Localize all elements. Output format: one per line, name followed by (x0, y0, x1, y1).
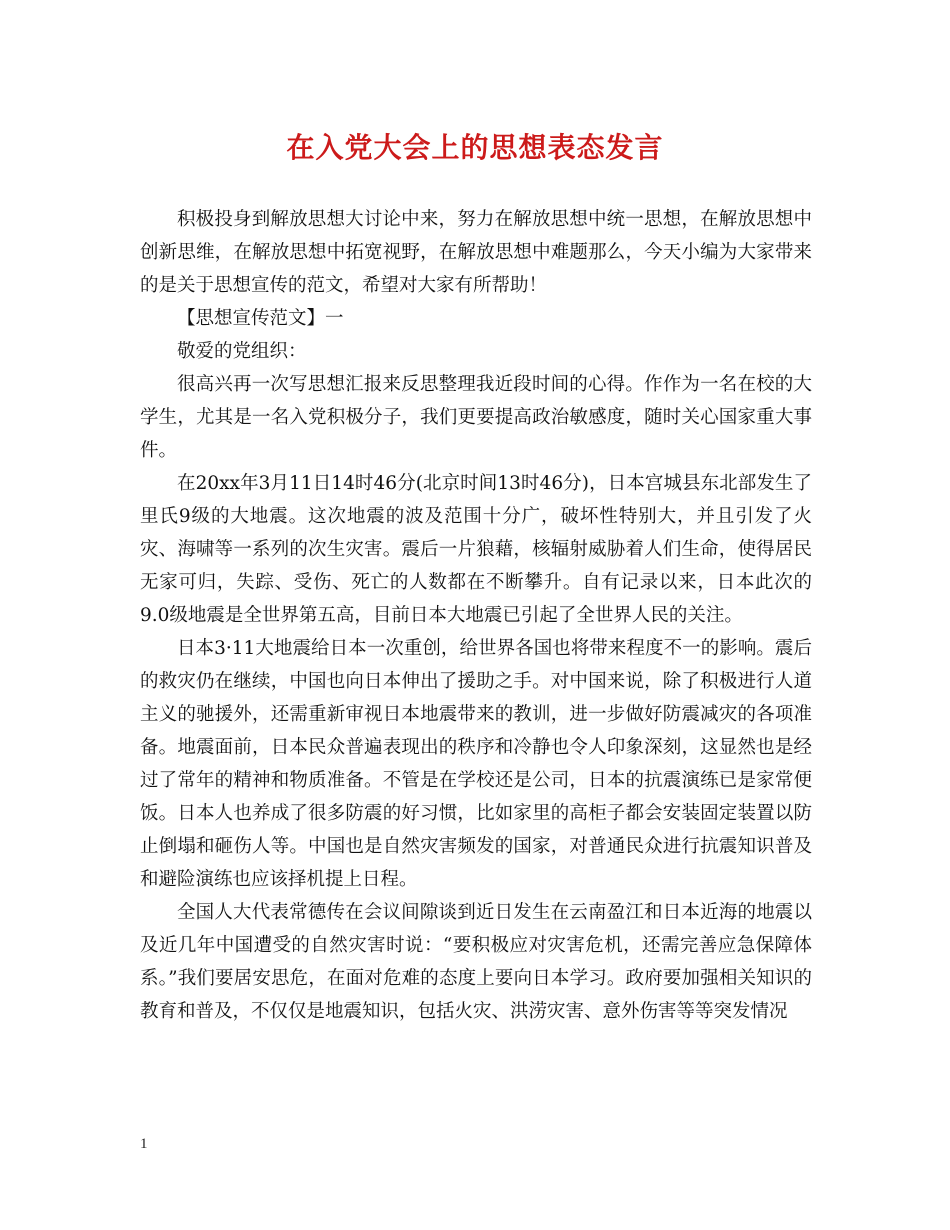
paragraph-body-4: 全国人大代表常德传在会议间隙谈到近日发生在云南盈江和日本近海的地震以及近几年中国遭受的自然灾害时说：“要积极应对灾害危机，还需完善应急保障体系。”我们要居安思危，在面对危难的态度上要向日本学习。政府要加强相关知识的教育和普及，不仅仅是地震知识，包括火灾、洪涝灾害、意外伤害等等突发情况 (140, 902, 812, 1022)
paragraph-body-2: 在20xx年3月11日14时46分(北京时间13时46分)，日本宫城县东北部发生了里氏9级的大地震。这次地震的波及范围十分广，破坏性特别大，并且引发了火灾、海啸等一系列的次生灾害。震后一片狼藉，核辐射威胁着人们生命，使得居民无家可归，失踪、受伤、死亡的人数都在不断攀升。自有记录以来，日本此次的9.0级地震是全世界第五高，目前日本大地震已引起了全世界人民的关注。 (140, 473, 812, 626)
paragraph-body-3: 日本3·11大地震给日本一次重创，给世界各国也将带来程度不一的影响。震后的救灾仍在继续，中国也向日本伸出了援助之手。对中国来说，除了积极进行人道主义的驰援外，还需重新审视日本地震带来的教训，进一步做好防震减灾的各项准备。地震面前，日本民众普遍表现出的秩序和冷静也令人印象深刻，这显然也是经过了常年的精神和物质准备。不管是在学校还是公司，日本的抗震演练已是家常便饭。日本人也养成了很多防震的好习惯，比如家里的高柜子都会安装固定装置以防止倒塌和砸伤人等。中国也是自然灾害频发的国家，对普通民众进行抗震知识普及和避险演练也应该择机提上日程。 (140, 638, 812, 890)
paragraph-salutation: 敬爱的党组织： (177, 341, 307, 362)
page-number: 1 (140, 1136, 148, 1152)
document-title: 在入党大会上的思想表态发言 (286, 131, 664, 164)
paragraph-intro: 积极投身到解放思想大讨论中来，努力在解放思想中统一思想，在解放思想中创新思维，在解放思想中拓宽视野，在解放思想中难题那么，今天小编为大家带来的是关于思想宣传的范文，希望对大家有所帮助！ (140, 209, 812, 296)
paragraph-section-heading: 【思想宣传范文】一 (177, 308, 344, 329)
paragraph-body-1: 很高兴再一次写思想汇报来反思整理我近段时间的心得。作作为一名在校的大学生，尤其是一名入党积极分子，我们更要提高政治敏感度，随时关心国家重大事件。 (140, 374, 812, 461)
document-body (140, 203, 812, 1028)
